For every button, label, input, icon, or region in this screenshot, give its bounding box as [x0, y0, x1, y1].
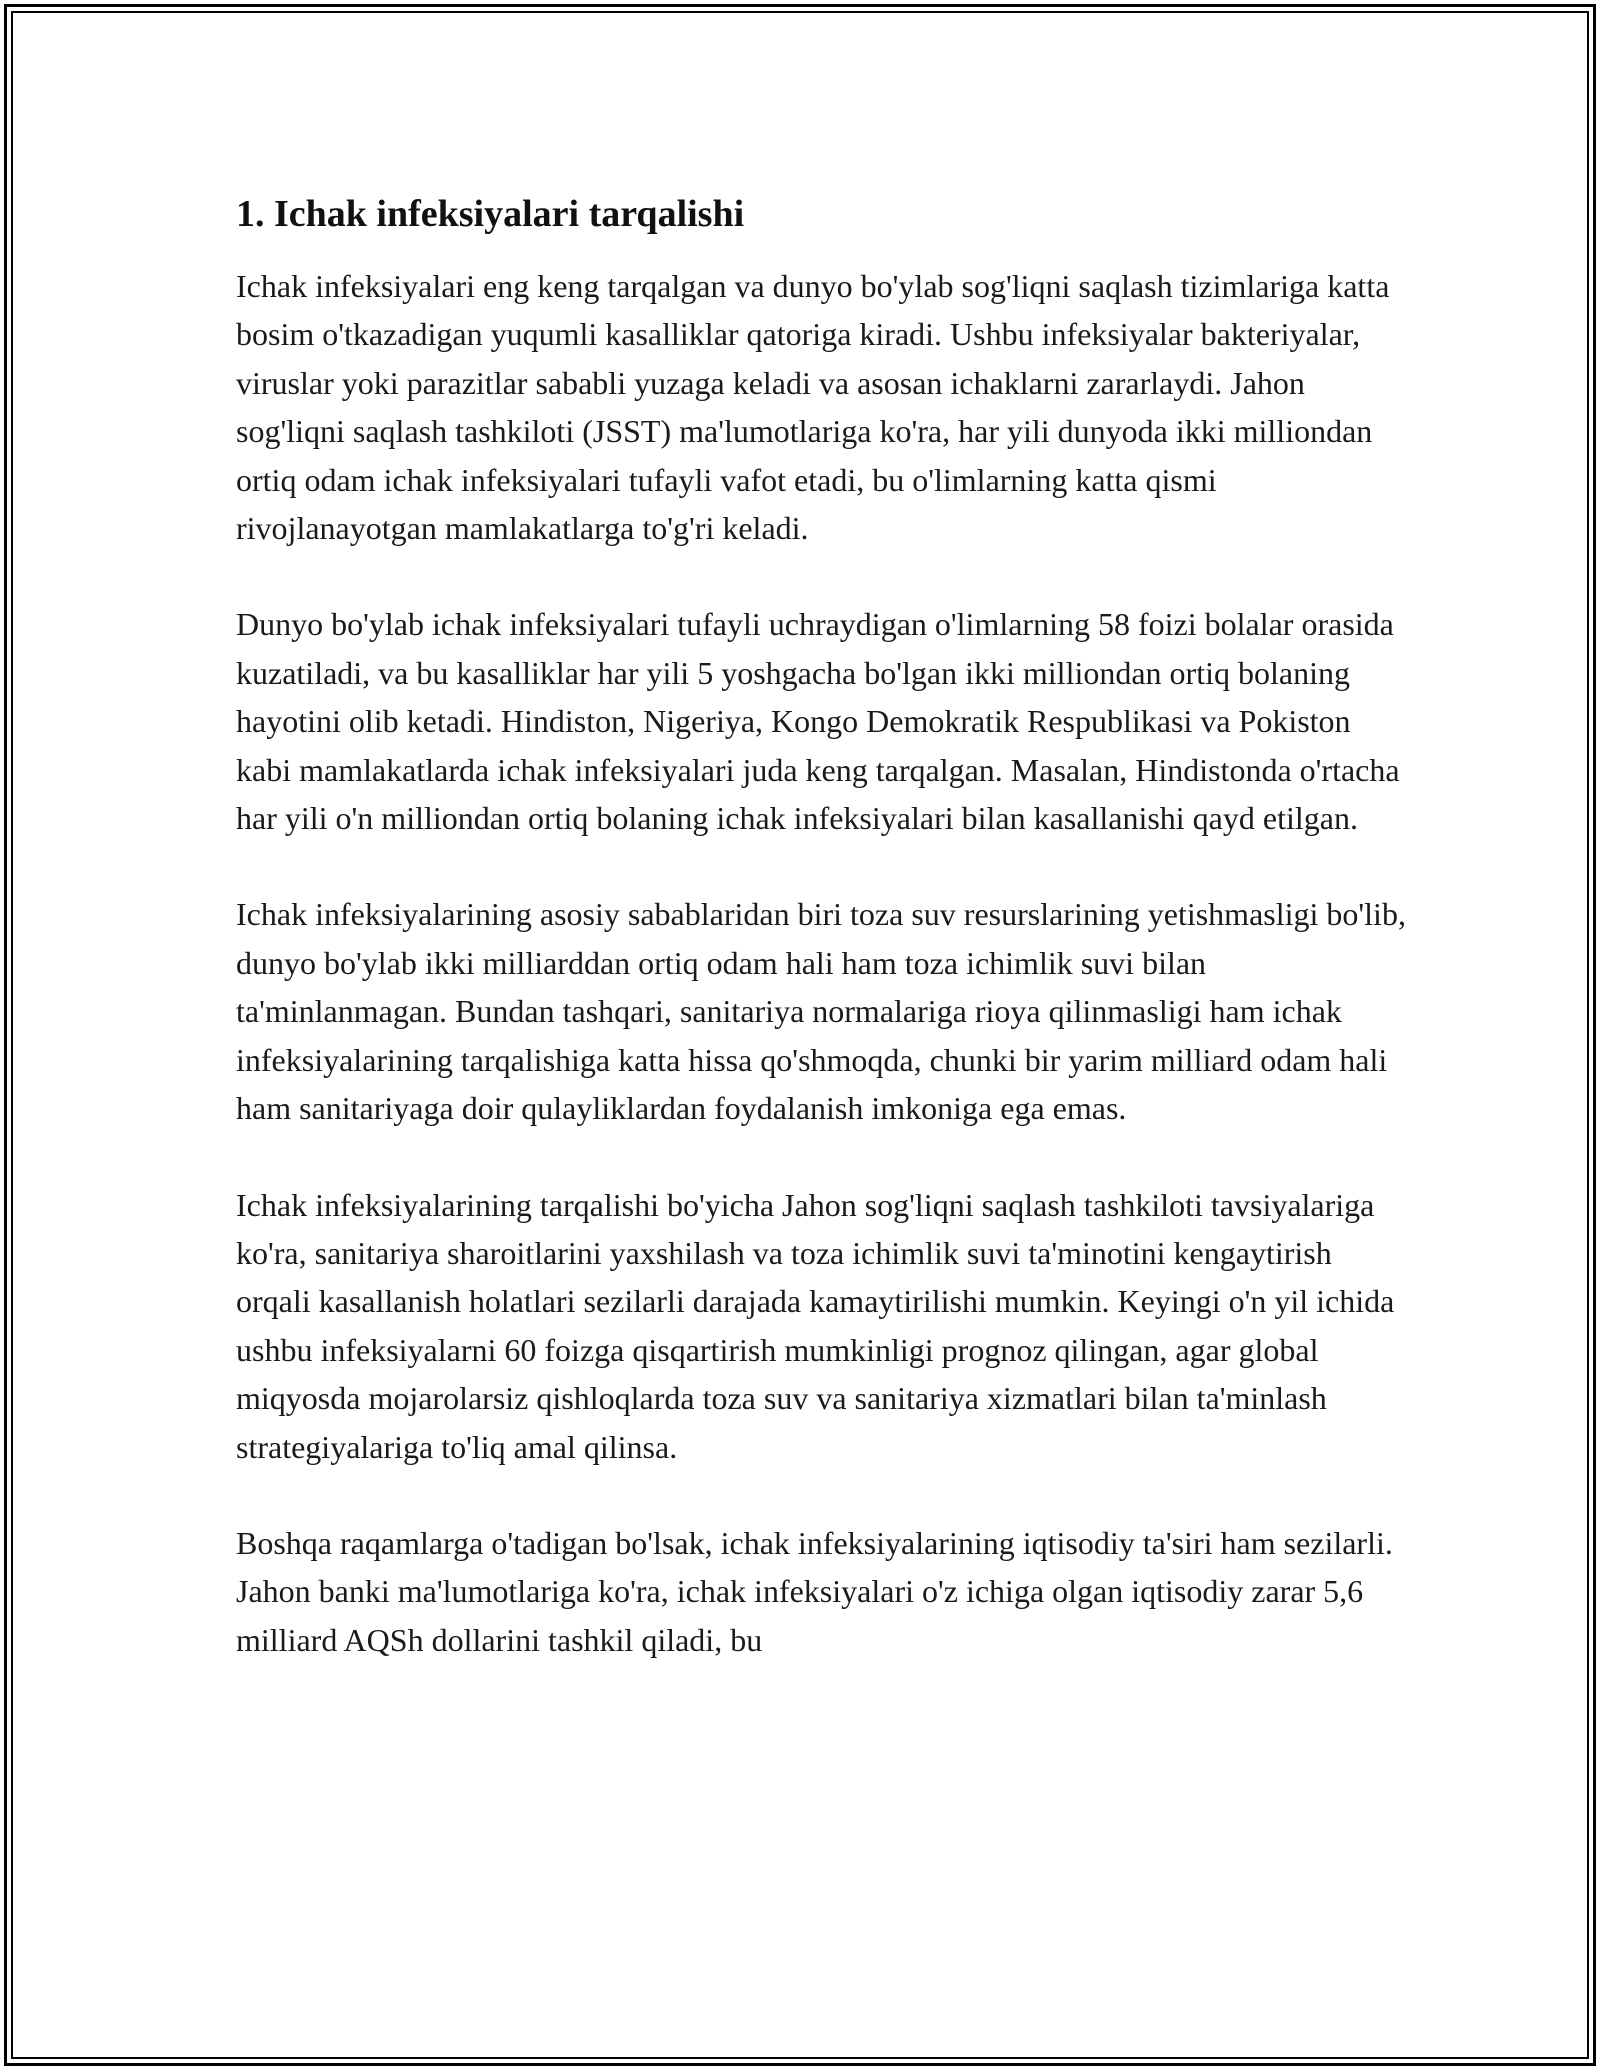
paragraph-2: Dunyo bo'ylab ichak infeksiyalari tufayli uchraydigan o'limlarning 58 foizi bolalar orasida kuzatiladi, va bu kasalliklar har yili 5 yoshgacha bo'lgan ikki milliondan ortiq bolaning hayotini olib ketadi. Hindiston, Nigeriya, Kongo Demokratik Respublikasi va Pokiston kabi mamlakatlarda ichak infeksiyalari juda keng tarqalgan. Masalan, Hindistonda o'rtacha har yili o'n milliondan ortiq bolaning ichak infeksiyalari bilan kasallanishi qayd etilgan. — [236, 606, 1400, 837]
paragraph-5: Boshqa raqamlarga o'tadigan bo'lsak, ichak infeksiyalarining iqtisodiy ta'siri ham sezilarli. Jahon banki ma'lumotlariga ko'ra, ichak infeksiyalari o'z ichiga olgan iqtisodiy zarar 5,6 milliard AQSh dollarini tashkil qiladi, bu — [236, 1524, 1393, 1658]
document-body — [236, 190, 1406, 1664]
section-title: 1. Ichak infeksiyalari tarqalishi — [236, 193, 745, 235]
paragraph-1: Ichak infeksiyalari eng keng tarqalgan va dunyo bo'ylab sog'liqni saqlash tizimlariga katta bosim o'tkazadigan yuqumli kasalliklar qatoriga kiradi. Ushbu infeksiyalar bakteriyalar, viruslar yoki parazitlar sababli yuzaga keladi va asosan ichaklarni zararlaydi. Jahon sog'liqni saqlash tashkiloti (JSST) ma'lumotlariga ko'ra, har yili dunyoda ikki milliondan ortiq odam ichak infeksiyalari tufayli vafot etadi, bu o'limlarning katta qismi rivojlanayotgan mamlakatlarga to'g'ri keladi. — [236, 268, 1390, 547]
paragraph-4: Ichak infeksiyalarining tarqalishi bo'yicha Jahon sog'liqni saqlash tashkiloti tavsiyalariga ko'ra, sanitariya sharoitlarini yaxshilash va toza ichimlik suvi ta'minotini kengaytirish orqali kasallanish holatlari sezilarli darajada kamaytirilishi mumkin. Keyingi o'n yil ichida ushbu infeksiyalarni 60 foizga qisqartirish mumkinligi prognoz qilingan, agar global miqyosda mojarolarsiz qishloqlarda toza suv va sanitariya xizmatlari bilan ta'minlash strategiyalariga to'liq amal qilinsa. — [236, 1186, 1395, 1465]
paragraph-3: Ichak infeksiyalarining asosiy sabablaridan biri toza suv resurslarining yetishmasligi bo'lib, dunyo bo'ylab ikki milliarddan ortiq odam hali ham toza ichimlik suvi bilan ta'minlanmagan. Bundan tashqari, sanitariya normalariga rioya qilinmasligi ham ichak infeksiyalarining tarqalishiga katta hissa qo'shmoqda, chunki bir yarim milliard odam hali ham sanitariyaga doir qulayliklardan foydalanish imkoniga ega emas. — [236, 896, 1406, 1127]
